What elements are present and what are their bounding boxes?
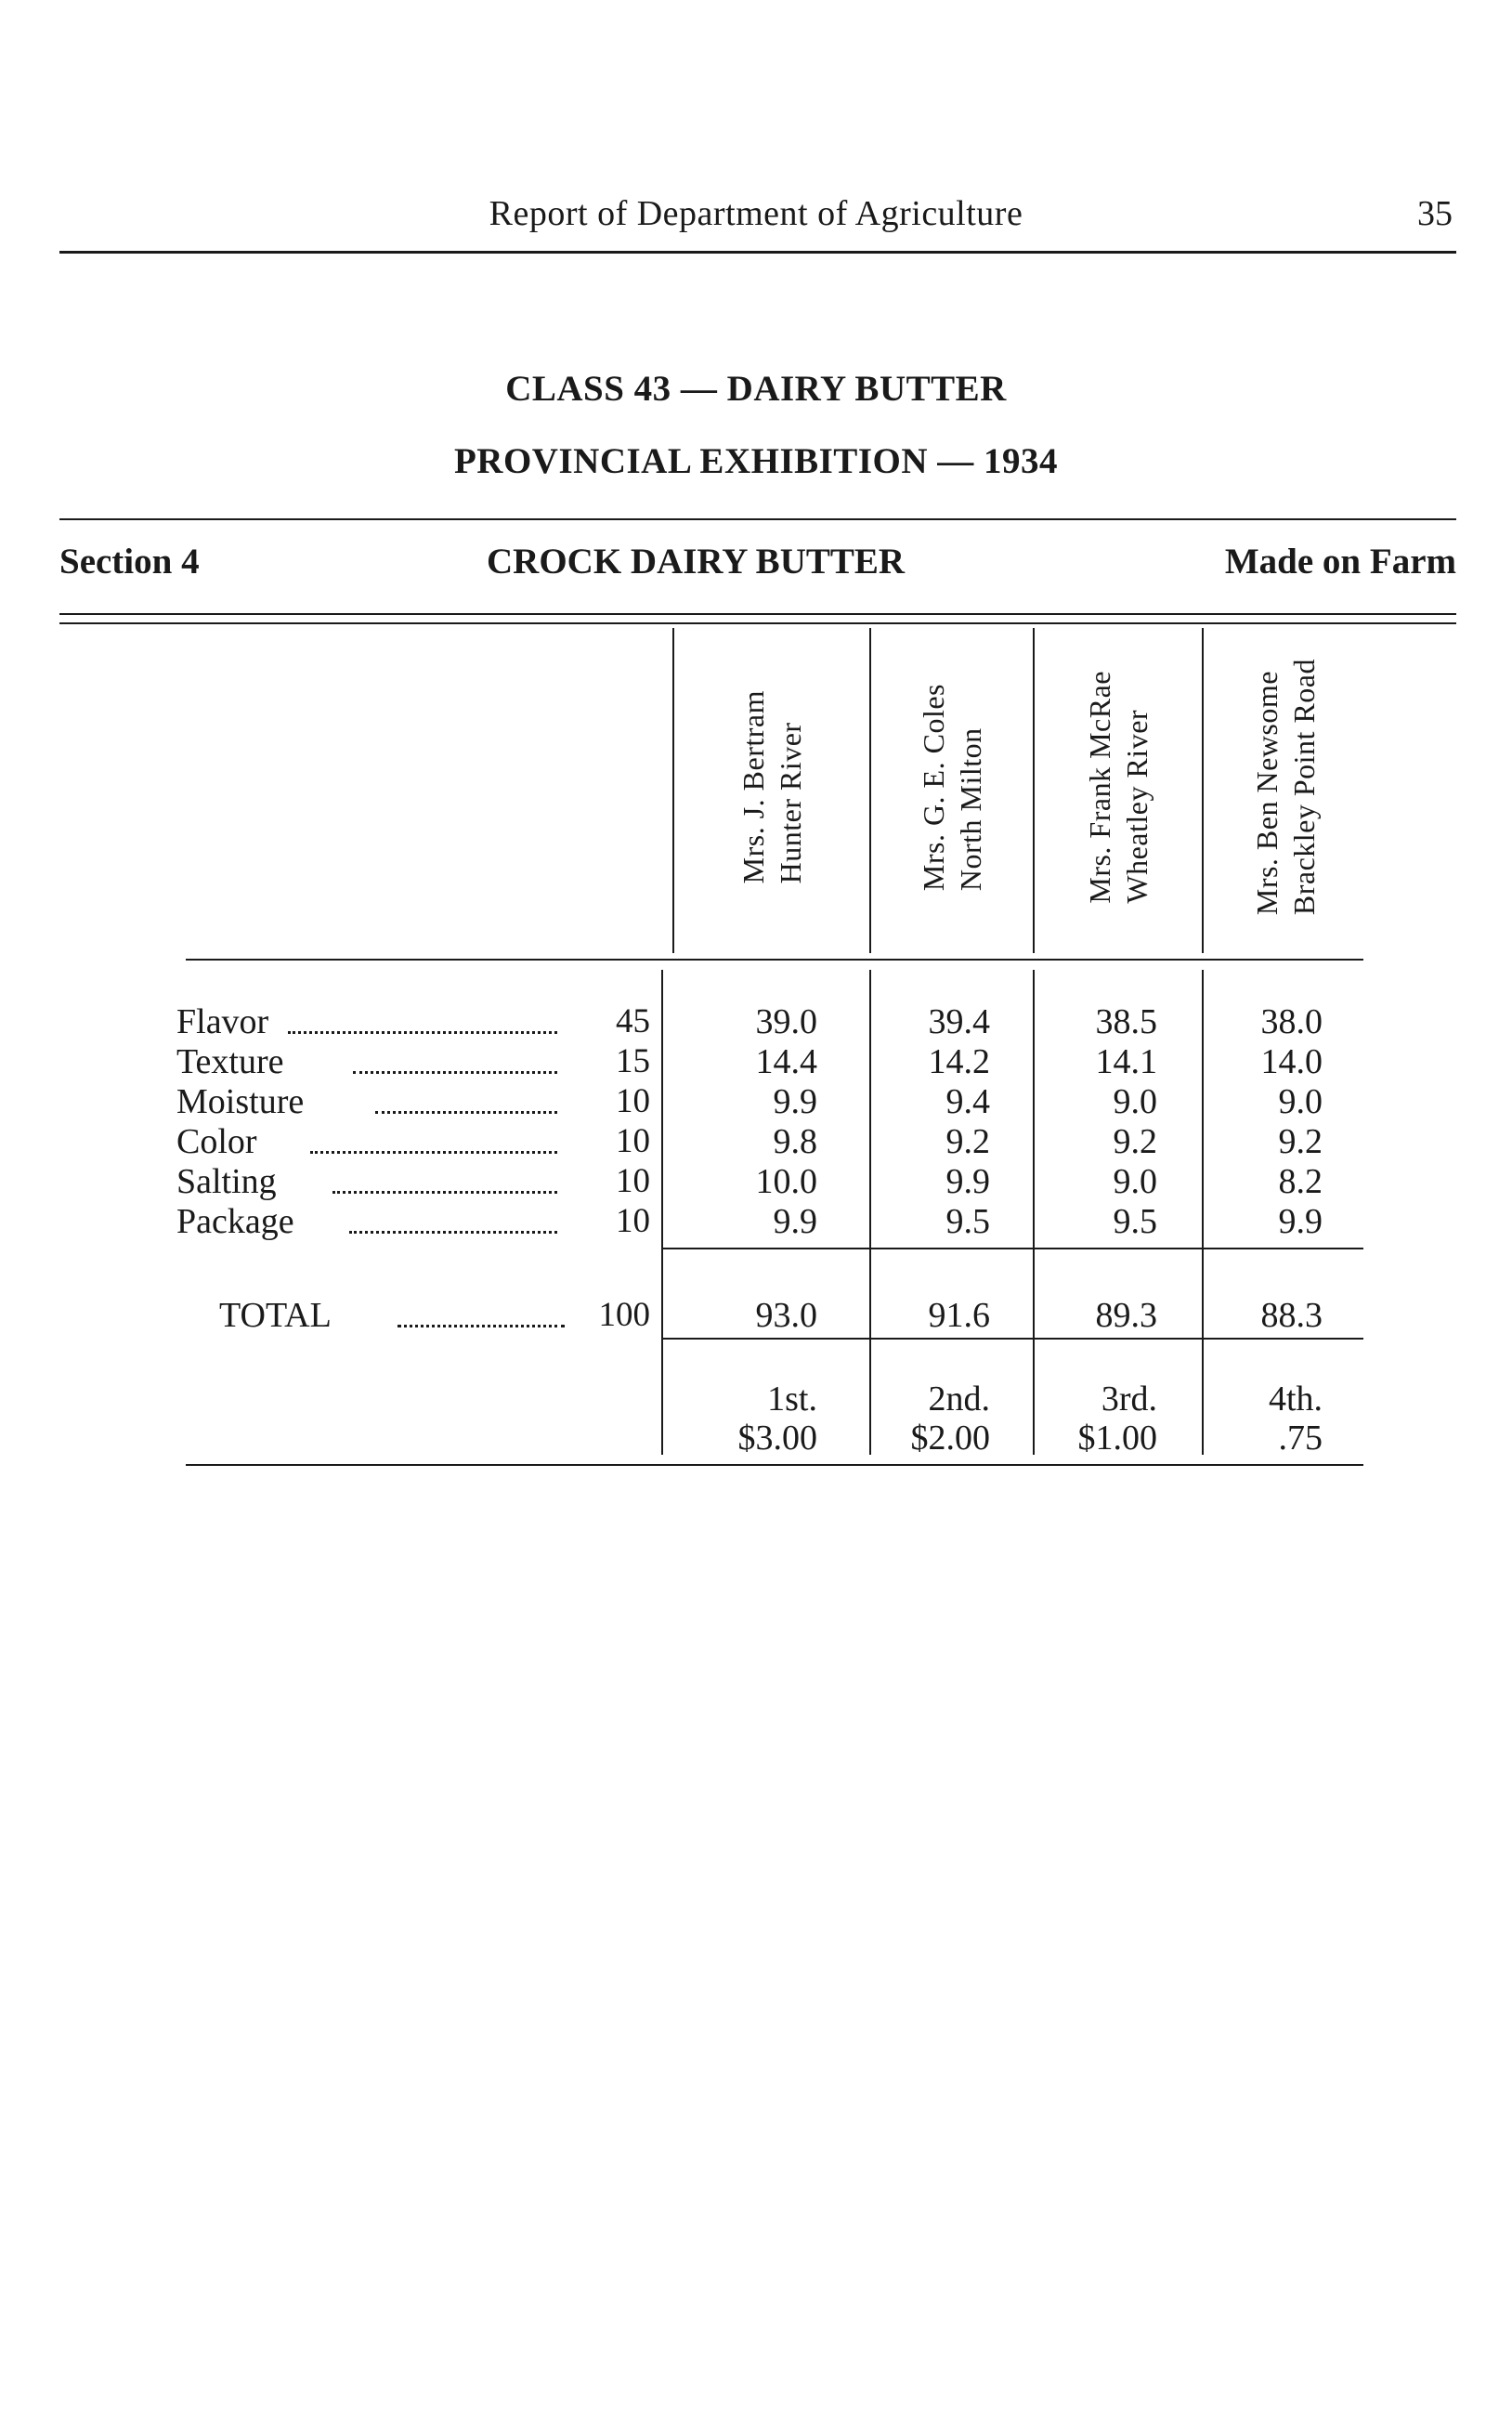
- section-name: CROCK DAIRY BUTTER: [487, 542, 906, 582]
- total-label: TOTAL: [219, 1296, 332, 1335]
- score-cell: 10.0: [755, 1162, 817, 1201]
- placing-cell: 1st.: [767, 1379, 817, 1419]
- criterion-label: Salting: [176, 1162, 277, 1201]
- score-cell: 9.2: [945, 1122, 990, 1161]
- criterion-max: 10: [616, 1082, 650, 1120]
- score-cell: 14.0: [1260, 1042, 1323, 1081]
- total-bottom-rule: [661, 1338, 1363, 1340]
- prize-cell: $1.00: [1077, 1419, 1157, 1458]
- score-cell: 9.9: [773, 1082, 817, 1121]
- header-divider: [1202, 628, 1204, 953]
- total-cell: 91.6: [928, 1296, 990, 1335]
- exhibitor-header-1: [673, 622, 870, 952]
- criterion-label: Texture: [176, 1042, 284, 1081]
- score-cell: 9.0: [1113, 1082, 1157, 1121]
- exhibitor-header-4: [1203, 622, 1368, 952]
- score-cell: 9.4: [945, 1082, 990, 1121]
- header-bottom-rule: [186, 959, 1363, 961]
- placing-cell: 4th.: [1268, 1379, 1323, 1419]
- exhibitor-header-2: [870, 622, 1034, 952]
- exhibitor-name: Mrs. J. Bertram: [736, 690, 770, 884]
- header-divider: [869, 628, 871, 953]
- criterion-max: 10: [616, 1122, 650, 1160]
- exhibitor-place: North Milton: [954, 727, 987, 892]
- score-cell: 38.5: [1095, 1002, 1157, 1041]
- header-divider: [672, 628, 674, 953]
- exhibitor-place: Wheatley River: [1120, 710, 1154, 904]
- header-divider: [1033, 628, 1035, 953]
- class-title: CLASS 43 — DAIRY BUTTER: [505, 369, 1007, 409]
- leader-dots: [353, 1069, 557, 1074]
- exhibitor-place: Brackley Point Road: [1287, 659, 1321, 916]
- criterion-label: Flavor: [176, 1002, 269, 1041]
- criterion-label: Color: [176, 1122, 257, 1161]
- leader-dots: [398, 1323, 565, 1327]
- total-cell: 93.0: [755, 1296, 817, 1335]
- section-note: Made on Farm: [1224, 542, 1456, 582]
- placing-cell: 3rd.: [1101, 1379, 1157, 1419]
- leader-dots: [375, 1109, 557, 1114]
- score-cell: 9.0: [1113, 1162, 1157, 1201]
- score-cell: 39.4: [928, 1002, 990, 1041]
- leader-dots: [349, 1229, 557, 1234]
- scores-bottom-rule: [661, 1248, 1363, 1249]
- total-cell: 88.3: [1260, 1296, 1323, 1335]
- score-cell: 14.1: [1095, 1042, 1157, 1081]
- table-bottom-rule: [186, 1464, 1363, 1466]
- section-label: Section 4: [59, 542, 200, 582]
- leader-dots: [288, 1029, 557, 1034]
- score-cell: 9.9: [773, 1202, 817, 1241]
- score-cell: 9.9: [1278, 1202, 1323, 1241]
- criterion-max: 10: [616, 1162, 650, 1200]
- leader-dots: [332, 1189, 557, 1194]
- score-cell: 9.0: [1278, 1082, 1323, 1121]
- score-cell: 9.8: [773, 1122, 817, 1161]
- criterion-label: Package: [176, 1202, 294, 1241]
- exhibitor-place: Hunter River: [774, 722, 807, 884]
- leader-dots: [310, 1149, 557, 1154]
- score-cell: 9.2: [1113, 1122, 1157, 1161]
- header-rule: [59, 251, 1456, 254]
- placing-cell: 2nd.: [928, 1379, 990, 1419]
- score-cell: 9.5: [945, 1202, 990, 1241]
- running-header-title: Report of Department of Agriculture: [489, 194, 1023, 233]
- exhibitor-name: Mrs. Ben Newsome: [1250, 671, 1284, 916]
- score-cell: 9.9: [945, 1162, 990, 1201]
- criterion-label: Moisture: [176, 1082, 305, 1121]
- score-cell: 9.2: [1278, 1122, 1323, 1161]
- exhibitor-name: Mrs. Frank McRae: [1083, 671, 1116, 904]
- section-top-rule: [59, 518, 1456, 520]
- score-cell: 14.4: [755, 1042, 817, 1081]
- score-cell: 9.5: [1113, 1202, 1157, 1241]
- exhibitor-header-3: [1034, 622, 1203, 952]
- score-cell: 14.2: [928, 1042, 990, 1081]
- exhibition-title: PROVINCIAL EXHIBITION — 1934: [453, 441, 1059, 481]
- score-cell: 38.0: [1260, 1002, 1323, 1041]
- criterion-max: 15: [616, 1042, 650, 1080]
- total-cell: 89.3: [1095, 1296, 1157, 1335]
- criterion-max: 10: [616, 1202, 650, 1240]
- score-cell: 39.0: [755, 1002, 817, 1041]
- section-double-rule-top: [59, 613, 1456, 615]
- prize-cell: .75: [1278, 1419, 1323, 1458]
- prize-cell: $2.00: [910, 1419, 990, 1458]
- body-divider: [661, 970, 663, 1455]
- exhibitor-name: Mrs. G. E. Coles: [917, 683, 950, 892]
- criterion-max: 45: [616, 1002, 650, 1040]
- score-cell: 8.2: [1278, 1162, 1323, 1201]
- page-number: 35: [1417, 194, 1453, 233]
- prize-cell: $3.00: [737, 1419, 817, 1458]
- total-max: 100: [598, 1296, 650, 1334]
